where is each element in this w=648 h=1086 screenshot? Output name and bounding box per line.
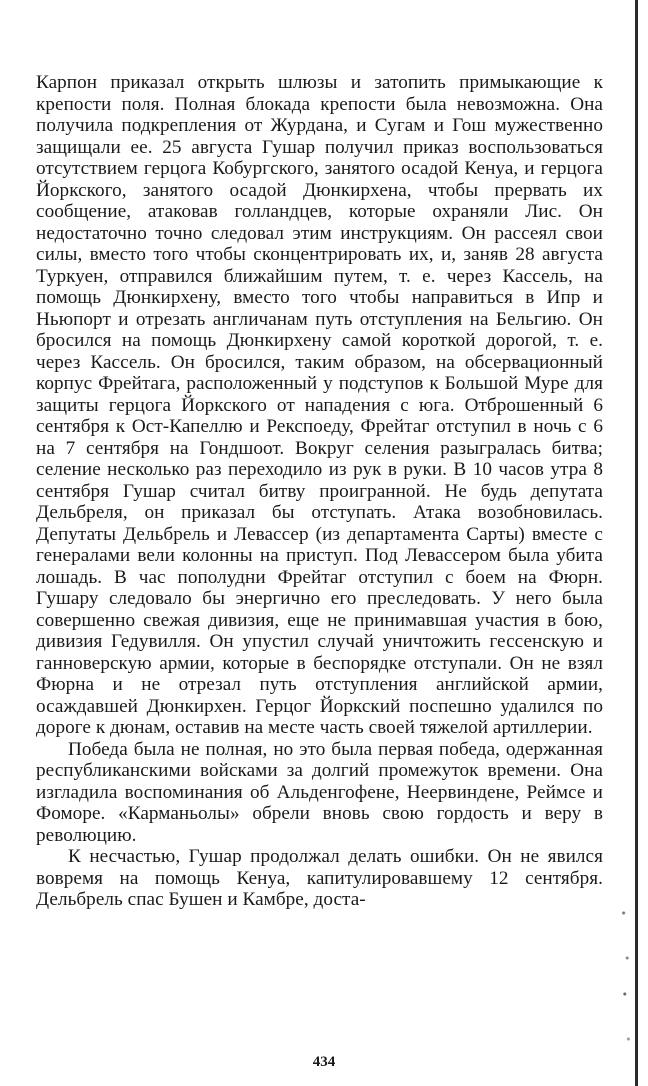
body-text — [36, 72, 603, 911]
paragraph-2: Победа была не полная, но это была первая победа, одержанная республиканскими войсками за долгий промежуток времени. Она изгладила воспоминания об Альденгофене, Неервиндене, Реймсе и Фоморе. «Карманьолы» обрели вновь свою гордость и веру в революцию. — [36, 738, 603, 846]
paragraph-1: Карпон приказал открыть шлюзы и затопить примыкающие к крепости поля. Полная блокада крепости была невозможна. Она получила подкрепления от Журдана, и Сугам и Гош мужественно защищали ее. 25 августа Гушар получил приказ воспользоваться отсутствием герцога Кобургского, занятого осадой Кенуа, и герцога Йоркского, занятого осадой Дюнкирхена, чтобы прервать их сообщение, атаковав голландцев, которые охраняли Лис. Он недостаточно точно следовал этим инструкциям. Он рассеял свои силы, вместо того чтобы сконцентрировать их, и, заняв 28 августа Туркуен, отправился ближайшим путем, т. е. через Кассель, на помощь Дюнкирхену, вместо того чтобы направиться в Ипр и Ньюпорт и отрезать англичанам путь отступления на Бельгию. Он бросился на помощь Дюнкирхену самой короткой дорогой, т. е. через Кассель. Он бросился, таким образом, на обсервационный корпус Фрейтага, расположенный у подступов к Большой Муре для защиты герцога Йоркского от нападения с юга. Отброшенный 6 сентября к Ост-Капеллю и Рекспоеду, Фрейтаг отступил в ночь с 6 на 7 сентября на Гондшоот. Вокруг селения разыгралась битва; селение несколько раз переходило из рук в руки. В 10 часов утра 8 сентября Гушар считал битву проигранной. Не будь депутата Дельбреля, он приказал бы отступать. Атака возобновилась. Депутаты Дельбрель и Левассер (из департамента Сарты) вместе с генералами вели колонны на приступ. Под Левассером была убита лошадь. В час пополудни Фрейтаг отступил с боем на Фюрн. Гушару следовало бы энергично его преследовать. У него была совершенно свежая дивизия, еще не принимавшая участия в бою, дивизия Гедувилля. Он упустил случай уничтожить гессенскую и ганноверскую армии, которые в беспорядке отступали. Он не взял Фюрна и не отрезал путь отступления английской армии, осаждавшей Дюнкирхен. Герцог Йоркский поспешно удалился по дороге к дюнам, оставив на месте часть своей тяжелой артиллерии. — [36, 72, 603, 738]
page-edge-line — [635, 0, 638, 1086]
page-edge-marks — [620, 895, 632, 1075]
paragraph-3: К несчастью, Гушар продолжал делать ошибки. Он не явился вовремя на помощь Кенуа, капитулировавшему 12 сентября. Дельбрель спас Бушен и Камбре, доста- — [36, 846, 603, 910]
page-number: 434 — [312, 1054, 336, 1070]
